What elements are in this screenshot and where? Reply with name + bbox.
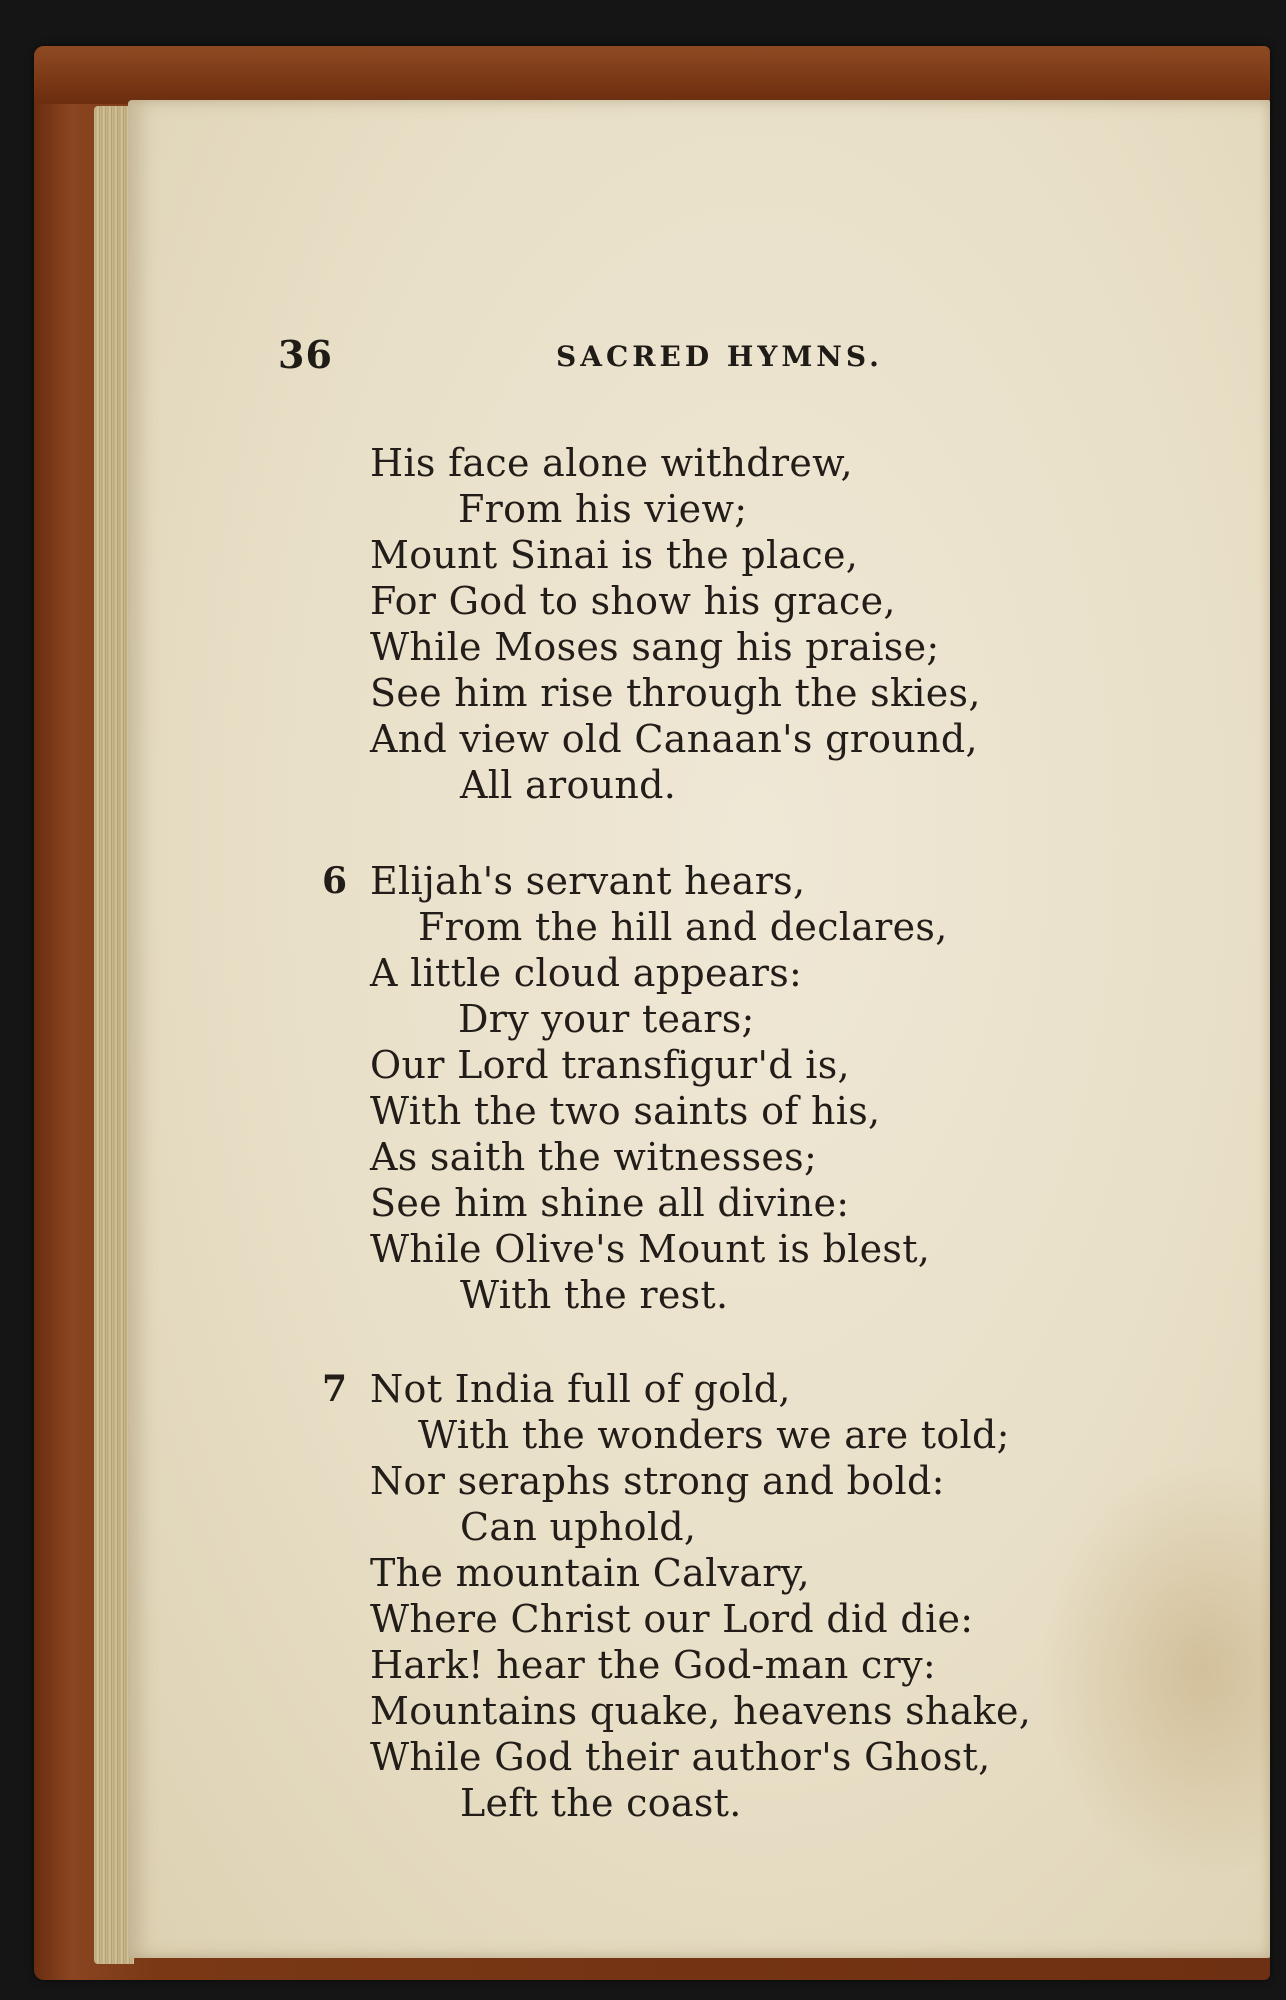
hymn-line: While Olive's Mount is blest,	[370, 1227, 931, 1271]
hymn-line: His face alone withdrew,	[370, 441, 853, 485]
hymn-line: With the rest.	[460, 1273, 729, 1317]
hymn-line: Where Christ our Lord did die:	[370, 1597, 974, 1641]
hymn-line: And view old Canaan's ground,	[370, 717, 978, 761]
hymn-line: From his view;	[458, 487, 748, 531]
hymn-line: Mount Sinai is the place,	[370, 533, 859, 577]
hymn-line: Mountains quake, heavens shake,	[370, 1689, 1032, 1733]
hymn-line: Left the coast.	[460, 1781, 742, 1825]
hymn-line: Elijah's servant hears,	[370, 859, 806, 903]
hymn-line: Not India full of gold,	[370, 1367, 791, 1411]
verse-number: 6	[322, 860, 348, 902]
hymn-line: Our Lord transfigur'd is,	[370, 1043, 850, 1087]
verse-number: 7	[322, 1368, 348, 1410]
hymn-line: While Moses sang his praise;	[370, 625, 940, 669]
hymn-line: For God to show his grace,	[370, 579, 896, 623]
hymn-line: See him rise through the skies,	[370, 671, 981, 715]
running-title: SACRED HYMNS.	[556, 340, 883, 373]
hymn-line: From the hill and declares,	[418, 905, 948, 949]
hymn-line: Can uphold,	[460, 1505, 697, 1549]
hymn-line: With the wonders we are told;	[418, 1413, 1010, 1457]
page-number: 36	[278, 332, 333, 377]
hymn-line: See him shine all divine:	[370, 1181, 850, 1225]
hymn-line: The mountain Calvary,	[370, 1551, 810, 1595]
hymn-line: A little cloud appears:	[370, 951, 803, 995]
hymn-line: All around.	[460, 763, 677, 807]
hymn-line: With the two saints of his,	[370, 1089, 881, 1133]
hymn-line: While God their author's Ghost,	[370, 1735, 991, 1779]
hymn-line: Nor seraphs strong and bold:	[370, 1459, 945, 1503]
hymn-line: As saith the witnesses;	[370, 1135, 818, 1179]
hymn-line: Hark! hear the God-man cry:	[370, 1643, 936, 1687]
hymn-line: Dry your tears;	[458, 997, 755, 1041]
